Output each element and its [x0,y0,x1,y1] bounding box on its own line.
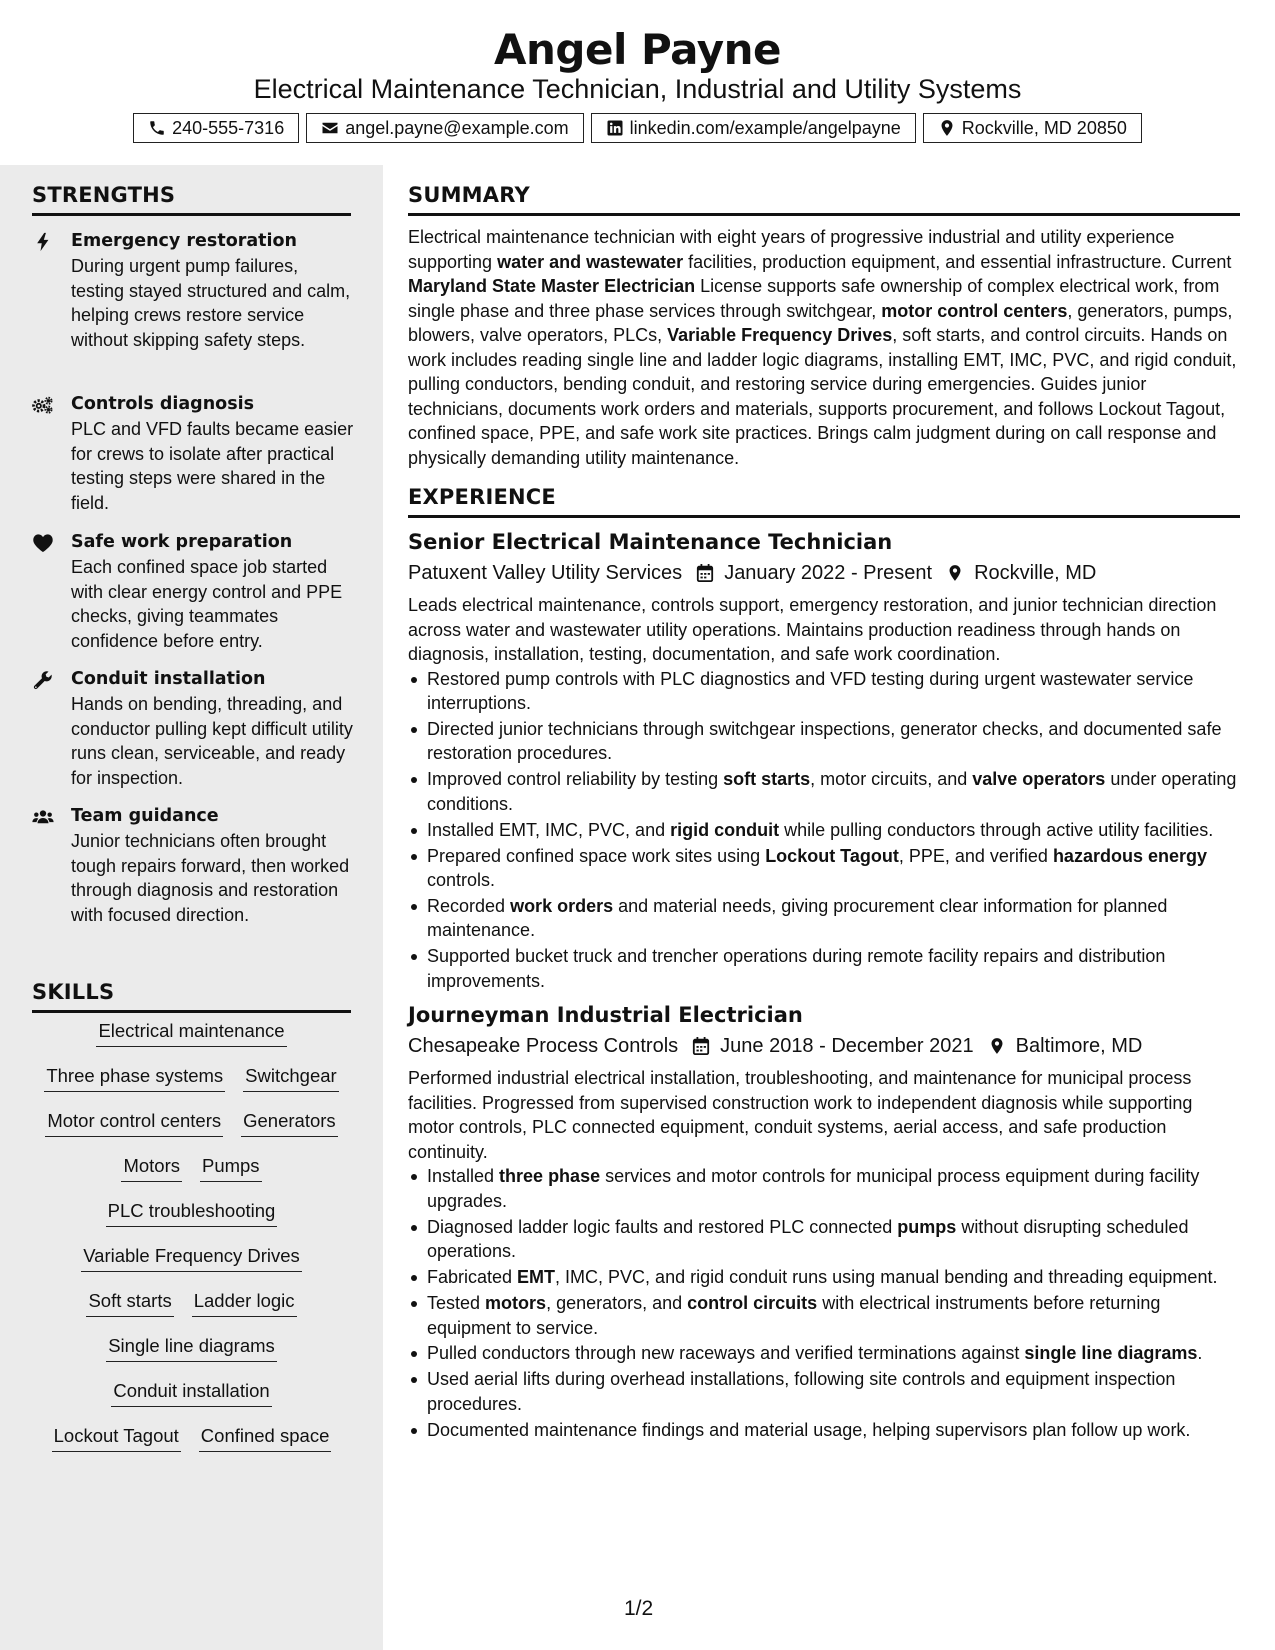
text-run: Documented maintenance findings and material usage, helping supervisors plan follow up work. [427,1419,1191,1440]
text-run: Prepared confined space work sites using [427,845,766,866]
bold-keyword: valve operators [972,769,1106,790]
linkedin-icon [606,119,624,137]
users-icon [32,807,56,829]
location-text: Rockville, MD 20850 [961,118,1127,138]
bold-keyword: Lockout Tagout [765,845,899,866]
bullet-item [408,1291,1240,1340]
company-name: Patuxent Valley Utility Services [408,562,683,584]
candidate-title: Electrical Maintenance Technician, Industrial and Utility Systems [253,74,1022,104]
skill-row [32,1288,351,1333]
gears-icon [32,395,56,417]
skill-row [32,1108,351,1153]
skill-tag: Generators [241,1108,338,1137]
text-run: Restored pump controls with PLC diagnostics and VFD testing during urgent wastewater service interruptions. [427,668,1194,713]
text-run: facilities, production equipment, and essential infrastructure. Current [683,251,1232,272]
bullet-item [408,944,1240,993]
skill-row [32,1153,351,1198]
text-run: License supports safe ownership of complex electrical work, from single phase and three phase services through switchgear, [408,276,1220,321]
strength-desc: Each confined space job started with clear energy control and PPE checks, giving teammates confidence before entry. [71,557,343,651]
job-dates: June 2018 - December 2021 [720,1035,974,1058]
bullet-item [408,818,1240,843]
skill-tag: Lockout Tagout [52,1423,181,1452]
text-run: Recorded [427,895,511,916]
wrench-icon [32,670,56,692]
skill-tag: PLC troubleshooting [106,1198,278,1227]
skill-tag: Confined space [199,1423,332,1452]
skill-tag: Switchgear [243,1063,339,1092]
skill-tag: Single line diagrams [106,1333,277,1362]
skill-tag: Electrical maintenance [96,1018,286,1047]
contact-linkedin[interactable] [591,113,916,143]
strength-title: Safe work preparation [71,532,293,552]
contact-phone[interactable] [133,113,299,143]
bold-keyword: motor control centers [881,300,1068,321]
job-description: Performed industrial electrical installation, troubleshooting, and maintenance for municipal process facilities. Progressed from supervised construction work to independent diagnosis while supporting motor controls, PLC connected equipment, conduit systems, aerial access, and safe production continuity. [408,1068,1193,1162]
skill-row [32,1378,351,1423]
strength-title: Controls diagnosis [71,394,255,414]
strength-desc: Hands on bending, threading, and conductor pulling kept difficult utility runs clean, serviceable, and ready for inspection. [71,694,353,788]
page-number: 1/2 [624,1597,654,1620]
bold-keyword: work orders [510,895,614,916]
phone-icon [148,119,166,137]
bold-keyword: water and wastewater [497,251,684,272]
text-run: Used aerial lifts during overhead installations, following site controls and equipment inspection procedures. [427,1369,1176,1414]
text-run: Tested [427,1293,486,1314]
text-run: Pulled conductors through new raceways and verified terminations against [427,1343,1025,1364]
job-bullets [408,1164,1240,1442]
text-run: with electrical instruments before returning equipment to service. [427,1293,1161,1338]
job-dates: January 2022 - Present [724,562,933,584]
summary-heading: SUMMARY [408,183,1240,216]
bold-keyword: rigid conduit [670,819,780,840]
strength-title: Emergency restoration [71,231,298,251]
text-run: Supported bucket truck and trencher operations during remote facility repairs and distribution improvements. [427,946,1166,991]
linkedin-text: linkedin.com/example/angelpayne [629,118,901,138]
bold-keyword: pumps [897,1216,957,1237]
job-location: Baltimore, MD [1015,1035,1143,1058]
bullet-item [408,767,1240,816]
company-name: Chesapeake Process Controls [408,1035,679,1058]
text-run: , IMC, PVC, and rigid conduit runs using manual bending and threading equipment. [555,1267,1218,1288]
skill-tag: Conduit installation [111,1378,271,1407]
phone-text: 240-555-7316 [172,118,285,138]
text-run: services and motor controls for municipal process equipment during facility upgrades. [427,1166,1200,1211]
job-meta [408,559,1240,587]
map-pin-icon [974,1036,1016,1056]
job-entry [408,1000,1240,1442]
bullet-item [408,1341,1240,1366]
bold-keyword: Variable Frequency Drives [667,325,893,345]
bullet-item [408,1265,1240,1290]
job-title: Senior Electrical Maintenance Technician [408,530,893,554]
text-run: while pulling conductors through active utility facilities. [779,819,1214,840]
text-run: under operating conditions. [427,769,1237,814]
summary-text [408,225,1240,470]
bold-keyword: EMT [517,1267,556,1288]
bullet-item [408,1367,1240,1416]
skill-tag: Motors [121,1153,182,1182]
text-run: , generators, and [546,1293,688,1314]
skills-heading: SKILLS [32,980,351,1013]
strength-desc: PLC and VFD faults became easier for crews to isolate after practical testing steps were shared in the field. [71,419,354,513]
envelope-icon [321,119,339,137]
skill-row [32,1423,351,1468]
text-run: , generators, pumps, blowers, valve operators, PLCs, [408,300,1233,345]
bolt-icon [32,232,56,254]
job-title: Journeyman Industrial Electrician [408,1003,803,1028]
main-content [408,165,1240,1444]
skill-row [32,1063,351,1108]
text-run: Fabricated [427,1267,518,1288]
email-text: angel.payne@example.com [345,118,569,138]
skill-tag: Three phase systems [44,1063,225,1092]
contact-location [923,113,1142,143]
bold-keyword: control circuits [687,1293,818,1314]
skill-tag: Pumps [200,1153,262,1182]
text-run: without disrupting scheduled operations. [427,1216,1189,1262]
strength-desc: During urgent pump failures, testing stayed structured and calm, helping crews restore service without skipping safety steps. [71,256,351,350]
bold-keyword: Maryland State Master Electrician [408,276,696,296]
map-pin-icon [932,563,974,583]
bullet-item [408,1164,1240,1213]
strength-desc: Junior technicians often brought tough repairs forward, then worked through diagnosis and restoration with focused direction. [71,831,350,925]
job-location: Rockville, MD [974,562,1097,584]
text-run: Improved control reliability by testing [427,769,724,790]
calendar-icon [682,563,724,583]
calendar-icon [678,1036,720,1056]
bullet-item [408,1418,1240,1443]
strength-title: Conduit installation [71,669,266,689]
bold-keyword: hazardous energy [1052,845,1207,866]
candidate-name: Angel Payne [494,25,781,74]
text-run: controls. [427,870,496,891]
skill-tag: Motor control centers [45,1108,223,1137]
bullet-item [408,667,1240,716]
strength-title: Team guidance [71,806,219,826]
bold-keyword: single line diagrams [1024,1343,1198,1364]
job-meta [408,1032,1240,1060]
bullet-item [408,717,1240,766]
job-description: Leads electrical maintenance, controls support, emergency restoration, and junior technician direction across water and wastewater utility operations. Maintains production readiness through hands on diagnosis, installation, testing, documentation, and safe work coordination. [408,595,1217,664]
text-run: and material needs, giving procurement clear information for planned maintenance. [427,895,1168,941]
text-run: . [1197,1343,1203,1364]
skills-list [32,1018,351,1468]
skill-tag: Ladder logic [192,1288,297,1317]
contact-bar [0,113,1275,143]
text-run: Installed EMT, IMC, PVC, and [427,819,671,840]
text-run: Diagnosed ladder logic faults and restored PLC connected [427,1216,898,1237]
skill-row [32,1243,351,1288]
text-run: , motor circuits, and [810,769,973,790]
resume-header [0,0,1275,165]
text-run: Installed [427,1166,500,1187]
bold-keyword: motors [485,1293,547,1314]
contact-email[interactable] [306,113,583,143]
map-pin-icon [938,119,956,137]
strengths-heading: STRENGTHS [32,183,351,216]
job-bullets [408,667,1240,994]
skill-row [32,1198,351,1243]
skill-row [32,1018,351,1063]
skill-row [32,1333,351,1378]
skill-tag: Soft starts [86,1288,173,1317]
heart-icon [32,533,56,555]
skill-tag: Variable Frequency Drives [81,1243,302,1272]
bold-keyword: three phase [499,1166,601,1187]
text-run: , PPE, and verified [898,845,1053,866]
text-run: , soft starts, and control circuits. Hands on work includes reading single line and ladder logic diagrams, installing EMT, IMC, PVC, and rigid conduit, pulling conductors, bending conduit, and restoring service during emergencies. Guides junior technicians, documents work orders and materials, supports procurement, and follows Lockout Tagout, confined space, PPE, and safe work site practices. Brings calm judgment during on call response and physically demanding utility maintenance. [408,325,1237,468]
bullet-item [408,844,1240,893]
text-run: Directed junior technicians through switchgear inspections, generator checks, and documented safe restoration procedures. [427,718,1222,764]
bold-keyword: soft starts [723,769,811,790]
experience-heading: EXPERIENCE [408,485,1240,518]
text-run: Electrical maintenance technician with eight years of progressive industrial and utility experience supporting [408,227,1175,272]
bullet-item [408,1215,1240,1264]
bullet-item [408,894,1240,943]
job-entry [408,527,1240,993]
